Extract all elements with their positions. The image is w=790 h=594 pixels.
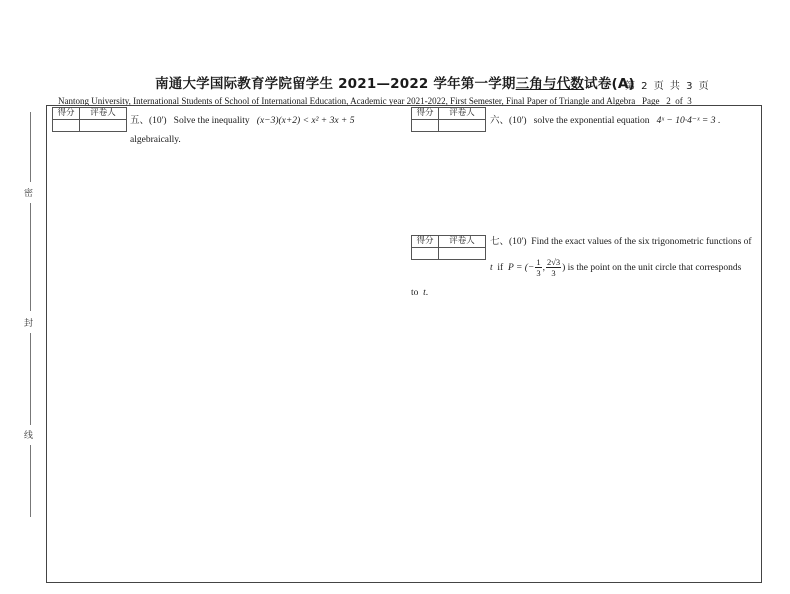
q7-line3 xyxy=(411,286,428,300)
q6-end: . xyxy=(717,116,721,126)
q7-if: if xyxy=(497,263,504,273)
subtitle-course: Triangle and Algebra xyxy=(559,96,636,106)
subtitle-total: 3 xyxy=(687,96,692,106)
q7-var-t: t xyxy=(490,263,493,273)
subtitle-page-label: Page xyxy=(641,96,660,106)
q5-number: 五、(10') xyxy=(130,116,167,126)
q7-frac2-den: 3 xyxy=(551,268,556,279)
q7-to: to xyxy=(411,288,419,298)
q7-text-line1: Find the exact values of the six trigonometric functions of xyxy=(531,237,752,247)
q7-fraction-1 xyxy=(535,257,541,278)
grader-cell[interactable] xyxy=(439,120,486,132)
score-box-q7 xyxy=(411,235,486,260)
score-cell[interactable] xyxy=(412,248,439,260)
seal-line-segment xyxy=(30,203,31,311)
q7-point-expr: P = (− xyxy=(507,263,535,273)
title-end: 试卷(A) xyxy=(584,76,635,92)
answer-frame xyxy=(46,105,762,583)
q5-expression: (x−3)(x+2) < x² + 3x + 5 xyxy=(256,116,355,126)
score-label: 得分 xyxy=(412,108,439,120)
page-info: 第 2 页 共 3 页 xyxy=(625,81,709,92)
seal-char-xian: 线 xyxy=(24,431,34,441)
title-course: 三角与代数 xyxy=(515,76,585,92)
q7-frac2-num: 2√3 xyxy=(546,257,561,268)
q6-expression: 4ˣ − 10·4⁻ˣ = 3 xyxy=(656,116,716,126)
question-5 xyxy=(130,114,354,128)
score-cell[interactable] xyxy=(412,120,439,132)
q7-line3-end: . xyxy=(425,288,429,298)
q6-number: 六、(10') xyxy=(490,116,527,126)
q7-var-t2: t xyxy=(423,288,426,298)
q7-text-line2-end: ) is the point on the unit circle that corresponds xyxy=(562,263,742,273)
grader-label: 评卷人 xyxy=(80,108,127,120)
seal-line-segment xyxy=(30,333,31,425)
q7-number: 七、(10') xyxy=(490,237,527,247)
grader-cell[interactable] xyxy=(439,248,486,260)
grader-label: 评卷人 xyxy=(439,236,486,248)
score-label: 得分 xyxy=(412,236,439,248)
grader-cell[interactable] xyxy=(80,120,127,132)
score-cell[interactable] xyxy=(53,120,80,132)
seal-line-segment xyxy=(30,445,31,517)
q7-line2: t if P = (− $\frac{1}{3}$ , $\frac{2√3}{3}$ ) is the point on the unit circle that corresponds xyxy=(490,257,742,279)
score-box-q6 xyxy=(411,107,486,132)
seal-char-feng: 封 xyxy=(24,319,34,329)
q5-text: Solve the inequality xyxy=(173,116,250,126)
score-box-q5 xyxy=(52,107,127,132)
q7-frac1-den: 3 xyxy=(536,268,541,279)
title-main: 南通大学国际教育学院留学生 2021—2022 学年第一学期 xyxy=(155,76,516,92)
subtitle-of: of xyxy=(675,96,683,106)
question-6 xyxy=(490,114,720,128)
subtitle-page-num: 2 xyxy=(666,96,671,106)
score-label: 得分 xyxy=(53,108,80,120)
question-7 xyxy=(490,235,752,249)
subtitle-main: Nantong University, International Students of School of International Education, Academic year 2021-2022, First Semester, Final Paper of xyxy=(58,96,557,106)
q6-text: solve the exponential equation xyxy=(533,116,650,126)
q5-continuation: algebraically. xyxy=(130,135,181,145)
q7-frac1-num: 1 xyxy=(536,257,541,268)
grader-label: 评卷人 xyxy=(439,108,486,120)
seal-char-mi: 密 xyxy=(24,189,34,199)
seal-line-segment xyxy=(30,112,31,182)
q7-fraction-2 xyxy=(546,257,561,278)
